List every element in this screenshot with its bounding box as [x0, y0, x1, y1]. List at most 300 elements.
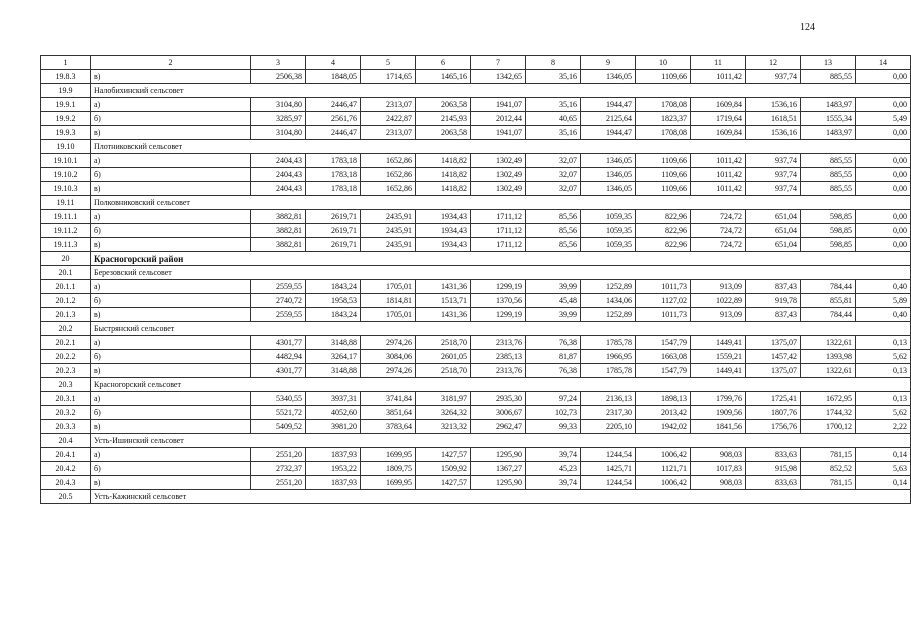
value-cell: 2404,43	[251, 154, 306, 168]
value-cell: 1785,78	[581, 336, 636, 350]
row-label: в)	[91, 420, 251, 434]
value-cell: 0,13	[856, 392, 911, 406]
table-row	[41, 350, 911, 364]
value-cell: 837,43	[746, 280, 801, 294]
value-cell: 40,65	[526, 112, 581, 126]
value-cell: 1756,76	[746, 420, 801, 434]
value-cell: 1783,18	[306, 154, 361, 168]
value-cell: 0,14	[856, 476, 911, 490]
value-cell: 724,72	[691, 238, 746, 252]
value-cell: 0,13	[856, 364, 911, 378]
table-row	[41, 364, 911, 378]
value-cell: 1059,35	[581, 238, 636, 252]
column-number-cell: 13	[801, 56, 856, 70]
value-cell: 1711,12	[471, 238, 526, 252]
value-cell: 1011,42	[691, 182, 746, 196]
row-label: б)	[91, 224, 251, 238]
section-title: Усть-Кажинский сельсовет	[91, 490, 911, 504]
value-cell: 1714,65	[361, 70, 416, 84]
column-number-cell: 7	[471, 56, 526, 70]
value-cell: 97,24	[526, 392, 581, 406]
table-row	[41, 294, 911, 308]
value-cell: 2145,93	[416, 112, 471, 126]
row-code: 19.9.3	[41, 126, 91, 140]
value-cell: 1807,76	[746, 406, 801, 420]
value-cell: 1663,08	[636, 350, 691, 364]
value-cell: 1652,86	[361, 168, 416, 182]
value-cell: 781,15	[801, 476, 856, 490]
value-cell: 2551,20	[251, 448, 306, 462]
value-cell: 0,00	[856, 154, 911, 168]
value-cell: 1814,81	[361, 294, 416, 308]
value-cell: 822,96	[636, 224, 691, 238]
value-cell: 1609,84	[691, 98, 746, 112]
value-cell: 2136,13	[581, 392, 636, 406]
table-row	[41, 280, 911, 294]
value-cell: 32,07	[526, 182, 581, 196]
value-cell: 1547,79	[636, 336, 691, 350]
value-cell: 3882,81	[251, 224, 306, 238]
value-cell: 45,48	[526, 294, 581, 308]
row-label: в)	[91, 70, 251, 84]
value-cell: 1346,05	[581, 168, 636, 182]
value-cell: 4301,77	[251, 364, 306, 378]
value-cell: 1427,57	[416, 448, 471, 462]
value-cell: 1465,16	[416, 70, 471, 84]
value-cell: 2619,71	[306, 210, 361, 224]
value-cell: 3104,80	[251, 98, 306, 112]
value-cell: 76,38	[526, 364, 581, 378]
value-cell: 3006,67	[471, 406, 526, 420]
table-row	[41, 98, 911, 112]
column-number-cell: 12	[746, 56, 801, 70]
row-code: 19.11.2	[41, 224, 91, 238]
table-row	[41, 406, 911, 420]
value-cell: 1375,07	[746, 364, 801, 378]
value-cell: 1252,89	[581, 308, 636, 322]
value-cell: 1299,19	[471, 280, 526, 294]
table-row	[41, 476, 911, 490]
table-row	[41, 224, 911, 238]
column-number-row	[41, 56, 911, 70]
value-cell: 833,63	[746, 476, 801, 490]
value-cell: 2422,87	[361, 112, 416, 126]
value-cell: 1909,56	[691, 406, 746, 420]
value-cell: 2313,76	[471, 336, 526, 350]
value-cell: 0,00	[856, 126, 911, 140]
row-code: 20.3.2	[41, 406, 91, 420]
value-cell: 2446,47	[306, 126, 361, 140]
column-number-cell: 11	[691, 56, 746, 70]
table-row	[41, 308, 911, 322]
value-cell: 3148,88	[306, 364, 361, 378]
table-row	[41, 462, 911, 476]
value-cell: 2551,20	[251, 476, 306, 490]
value-cell: 598,85	[801, 238, 856, 252]
value-cell: 1295,90	[471, 476, 526, 490]
value-cell: 1555,34	[801, 112, 856, 126]
value-cell: 1011,73	[636, 280, 691, 294]
row-code: 19.9	[41, 84, 91, 98]
row-label: в)	[91, 364, 251, 378]
section-row	[41, 140, 911, 154]
value-cell: 1934,43	[416, 224, 471, 238]
section-row	[41, 266, 911, 280]
value-cell: 1941,07	[471, 98, 526, 112]
value-cell: 1006,42	[636, 448, 691, 462]
value-cell: 32,07	[526, 154, 581, 168]
value-cell: 1449,41	[691, 336, 746, 350]
value-cell: 1322,61	[801, 364, 856, 378]
value-cell: 1367,27	[471, 462, 526, 476]
section-title: Быстрянский сельсовет	[91, 322, 911, 336]
value-cell: 1059,35	[581, 210, 636, 224]
value-cell: 913,09	[691, 280, 746, 294]
value-cell: 885,55	[801, 154, 856, 168]
row-code: 19.10	[41, 140, 91, 154]
value-cell: 1375,07	[746, 336, 801, 350]
row-code: 20.3.3	[41, 420, 91, 434]
row-label: а)	[91, 154, 251, 168]
value-cell: 1711,12	[471, 224, 526, 238]
value-cell: 1841,56	[691, 420, 746, 434]
value-cell: 2313,76	[471, 364, 526, 378]
column-number-cell: 8	[526, 56, 581, 70]
row-code: 19.10.3	[41, 182, 91, 196]
column-number-cell: 1	[41, 56, 91, 70]
value-cell: 3084,06	[361, 350, 416, 364]
value-cell: 1837,93	[306, 476, 361, 490]
value-cell: 0,00	[856, 224, 911, 238]
value-cell: 1434,06	[581, 294, 636, 308]
value-cell: 919,78	[746, 294, 801, 308]
value-cell: 1785,78	[581, 364, 636, 378]
value-cell: 5,89	[856, 294, 911, 308]
value-cell: 724,72	[691, 224, 746, 238]
row-label: а)	[91, 448, 251, 462]
value-cell: 2559,55	[251, 308, 306, 322]
value-cell: 4482,94	[251, 350, 306, 364]
value-cell: 3148,88	[306, 336, 361, 350]
value-cell: 1121,71	[636, 462, 691, 476]
table-row	[41, 238, 911, 252]
value-cell: 3264,32	[416, 406, 471, 420]
value-cell: 784,44	[801, 280, 856, 294]
value-cell: 1953,22	[306, 462, 361, 476]
row-code: 19.9.1	[41, 98, 91, 112]
value-cell: 3937,31	[306, 392, 361, 406]
value-cell: 1017,83	[691, 462, 746, 476]
value-cell: 2313,07	[361, 98, 416, 112]
row-code: 20.1.1	[41, 280, 91, 294]
table-row	[41, 70, 911, 84]
value-cell: 35,16	[526, 98, 581, 112]
row-label: а)	[91, 98, 251, 112]
row-code: 20.1.3	[41, 308, 91, 322]
value-cell: 1483,97	[801, 126, 856, 140]
value-cell: 3181,97	[416, 392, 471, 406]
value-cell: 1127,02	[636, 294, 691, 308]
table-row	[41, 420, 911, 434]
value-cell: 1783,18	[306, 182, 361, 196]
value-cell: 2619,71	[306, 238, 361, 252]
table-row	[41, 126, 911, 140]
value-cell: 2404,43	[251, 168, 306, 182]
value-cell: 1244,54	[581, 448, 636, 462]
value-cell: 1457,42	[746, 350, 801, 364]
value-cell: 3213,32	[416, 420, 471, 434]
column-number-cell: 6	[416, 56, 471, 70]
value-cell: 1898,13	[636, 392, 691, 406]
value-cell: 2506,38	[251, 70, 306, 84]
value-cell: 1809,75	[361, 462, 416, 476]
row-code: 20.2.3	[41, 364, 91, 378]
value-cell: 4052,60	[306, 406, 361, 420]
value-cell: 833,63	[746, 448, 801, 462]
value-cell: 1418,82	[416, 168, 471, 182]
value-cell: 1295,90	[471, 448, 526, 462]
value-cell: 3981,20	[306, 420, 361, 434]
value-cell: 1302,49	[471, 168, 526, 182]
value-cell: 1322,61	[801, 336, 856, 350]
value-cell: 85,56	[526, 210, 581, 224]
value-cell: 1944,47	[581, 126, 636, 140]
value-cell: 2205,10	[581, 420, 636, 434]
value-cell: 1848,05	[306, 70, 361, 84]
section-row	[41, 490, 911, 504]
row-label: б)	[91, 112, 251, 126]
value-cell: 1431,36	[416, 280, 471, 294]
value-cell: 1252,89	[581, 280, 636, 294]
value-cell: 1719,64	[691, 112, 746, 126]
row-code: 20.4.2	[41, 462, 91, 476]
table-row	[41, 182, 911, 196]
value-cell: 2962,47	[471, 420, 526, 434]
value-cell: 0,40	[856, 308, 911, 322]
value-cell: 0,13	[856, 336, 911, 350]
value-cell: 1799,76	[691, 392, 746, 406]
section-title: Красногорский сельсовет	[91, 378, 911, 392]
value-cell: 1672,95	[801, 392, 856, 406]
value-cell: 1418,82	[416, 182, 471, 196]
row-code: 19.11	[41, 196, 91, 210]
row-code: 20.1	[41, 266, 91, 280]
value-cell: 2732,37	[251, 462, 306, 476]
value-cell: 1346,05	[581, 70, 636, 84]
value-cell: 1708,08	[636, 126, 691, 140]
value-cell: 1559,21	[691, 350, 746, 364]
value-cell: 76,38	[526, 336, 581, 350]
value-cell: 2518,70	[416, 364, 471, 378]
value-cell: 598,85	[801, 224, 856, 238]
value-cell: 5340,55	[251, 392, 306, 406]
value-cell: 0,40	[856, 280, 911, 294]
table-row	[41, 336, 911, 350]
district-title: Красногорский район	[91, 252, 911, 266]
value-cell: 1700,12	[801, 420, 856, 434]
value-cell: 1725,41	[746, 392, 801, 406]
row-label: в)	[91, 476, 251, 490]
value-cell: 35,16	[526, 126, 581, 140]
district-row	[41, 252, 911, 266]
value-cell: 1699,95	[361, 476, 416, 490]
value-cell: 1059,35	[581, 224, 636, 238]
value-cell: 3264,17	[306, 350, 361, 364]
value-cell: 1342,65	[471, 70, 526, 84]
row-code: 20.5	[41, 490, 91, 504]
value-cell: 2385,13	[471, 350, 526, 364]
value-cell: 1022,89	[691, 294, 746, 308]
value-cell: 1449,41	[691, 364, 746, 378]
value-cell: 724,72	[691, 210, 746, 224]
value-cell: 0,00	[856, 98, 911, 112]
value-cell: 937,74	[746, 182, 801, 196]
value-cell: 1941,07	[471, 126, 526, 140]
row-label: б)	[91, 462, 251, 476]
table-body	[41, 56, 911, 504]
value-cell: 2435,91	[361, 238, 416, 252]
value-cell: 837,43	[746, 308, 801, 322]
row-label: в)	[91, 308, 251, 322]
row-code: 20.2.2	[41, 350, 91, 364]
value-cell: 1109,66	[636, 168, 691, 182]
row-label: б)	[91, 168, 251, 182]
value-cell: 1547,79	[636, 364, 691, 378]
value-cell: 1109,66	[636, 182, 691, 196]
row-code: 19.11.3	[41, 238, 91, 252]
value-cell: 1944,47	[581, 98, 636, 112]
value-cell: 2,22	[856, 420, 911, 434]
value-cell: 0,00	[856, 168, 911, 182]
row-code: 20.4.3	[41, 476, 91, 490]
value-cell: 5521,72	[251, 406, 306, 420]
value-cell: 2404,43	[251, 182, 306, 196]
value-cell: 85,56	[526, 224, 581, 238]
value-cell: 885,55	[801, 70, 856, 84]
value-cell: 1652,86	[361, 182, 416, 196]
value-cell: 1011,42	[691, 154, 746, 168]
row-code: 19.11.1	[41, 210, 91, 224]
value-cell: 1244,54	[581, 476, 636, 490]
value-cell: 1418,82	[416, 154, 471, 168]
value-cell: 0,00	[856, 238, 911, 252]
value-cell: 1427,57	[416, 476, 471, 490]
value-cell: 5,49	[856, 112, 911, 126]
value-cell: 1302,49	[471, 154, 526, 168]
value-cell: 2619,71	[306, 224, 361, 238]
value-cell: 781,15	[801, 448, 856, 462]
column-number-cell: 3	[251, 56, 306, 70]
page-number: 124	[800, 22, 815, 33]
value-cell: 852,52	[801, 462, 856, 476]
value-cell: 1609,84	[691, 126, 746, 140]
value-cell: 0,00	[856, 182, 911, 196]
value-cell: 2012,44	[471, 112, 526, 126]
table-row	[41, 448, 911, 462]
section-title: Плотниковский сельсовет	[91, 140, 911, 154]
section-title: Усть-Ишинский сельсовет	[91, 434, 911, 448]
value-cell: 3783,64	[361, 420, 416, 434]
value-cell: 1346,05	[581, 154, 636, 168]
value-cell: 39,99	[526, 280, 581, 294]
section-row	[41, 378, 911, 392]
section-title: Налобихинский сельсовет	[91, 84, 911, 98]
value-cell: 1823,37	[636, 112, 691, 126]
tariff-table	[40, 55, 911, 504]
value-cell: 1958,53	[306, 294, 361, 308]
row-label: а)	[91, 392, 251, 406]
row-code: 20.4	[41, 434, 91, 448]
value-cell: 1011,42	[691, 168, 746, 182]
value-cell: 1652,86	[361, 154, 416, 168]
row-code: 20.2.1	[41, 336, 91, 350]
section-row	[41, 84, 911, 98]
value-cell: 1513,71	[416, 294, 471, 308]
row-code: 20.1.2	[41, 294, 91, 308]
value-cell: 1509,92	[416, 462, 471, 476]
value-cell: 1942,02	[636, 420, 691, 434]
value-cell: 1370,56	[471, 294, 526, 308]
value-cell: 937,74	[746, 70, 801, 84]
table-row	[41, 112, 911, 126]
value-cell: 2974,26	[361, 336, 416, 350]
value-cell: 1843,24	[306, 280, 361, 294]
value-cell: 1837,93	[306, 448, 361, 462]
value-cell: 1109,66	[636, 154, 691, 168]
row-label: в)	[91, 126, 251, 140]
value-cell: 39,74	[526, 448, 581, 462]
value-cell: 1011,42	[691, 70, 746, 84]
value-cell: 2446,47	[306, 98, 361, 112]
row-code: 20.3.1	[41, 392, 91, 406]
value-cell: 822,96	[636, 210, 691, 224]
value-cell: 651,04	[746, 238, 801, 252]
value-cell: 4301,77	[251, 336, 306, 350]
value-cell: 1109,66	[636, 70, 691, 84]
row-label: а)	[91, 210, 251, 224]
value-cell: 1536,16	[746, 98, 801, 112]
column-number-cell: 2	[91, 56, 251, 70]
row-code: 19.8.3	[41, 70, 91, 84]
value-cell: 915,98	[746, 462, 801, 476]
value-cell: 5,62	[856, 406, 911, 420]
section-row	[41, 196, 911, 210]
row-code: 19.10.1	[41, 154, 91, 168]
value-cell: 0,00	[856, 70, 911, 84]
value-cell: 1483,97	[801, 98, 856, 112]
row-label: б)	[91, 294, 251, 308]
value-cell: 1011,73	[636, 308, 691, 322]
value-cell: 2013,42	[636, 406, 691, 420]
value-cell: 1699,95	[361, 448, 416, 462]
value-cell: 1618,51	[746, 112, 801, 126]
section-row	[41, 434, 911, 448]
row-label: б)	[91, 350, 251, 364]
value-cell: 1744,32	[801, 406, 856, 420]
value-cell: 2740,72	[251, 294, 306, 308]
value-cell: 1393,98	[801, 350, 856, 364]
value-cell: 2317,30	[581, 406, 636, 420]
row-code: 19.10.2	[41, 168, 91, 182]
row-label: а)	[91, 336, 251, 350]
value-cell: 2435,91	[361, 224, 416, 238]
value-cell: 1299,19	[471, 308, 526, 322]
value-cell: 2601,05	[416, 350, 471, 364]
row-code: 20.4.1	[41, 448, 91, 462]
value-cell: 5,63	[856, 462, 911, 476]
value-cell: 908,03	[691, 448, 746, 462]
value-cell: 1006,42	[636, 476, 691, 490]
